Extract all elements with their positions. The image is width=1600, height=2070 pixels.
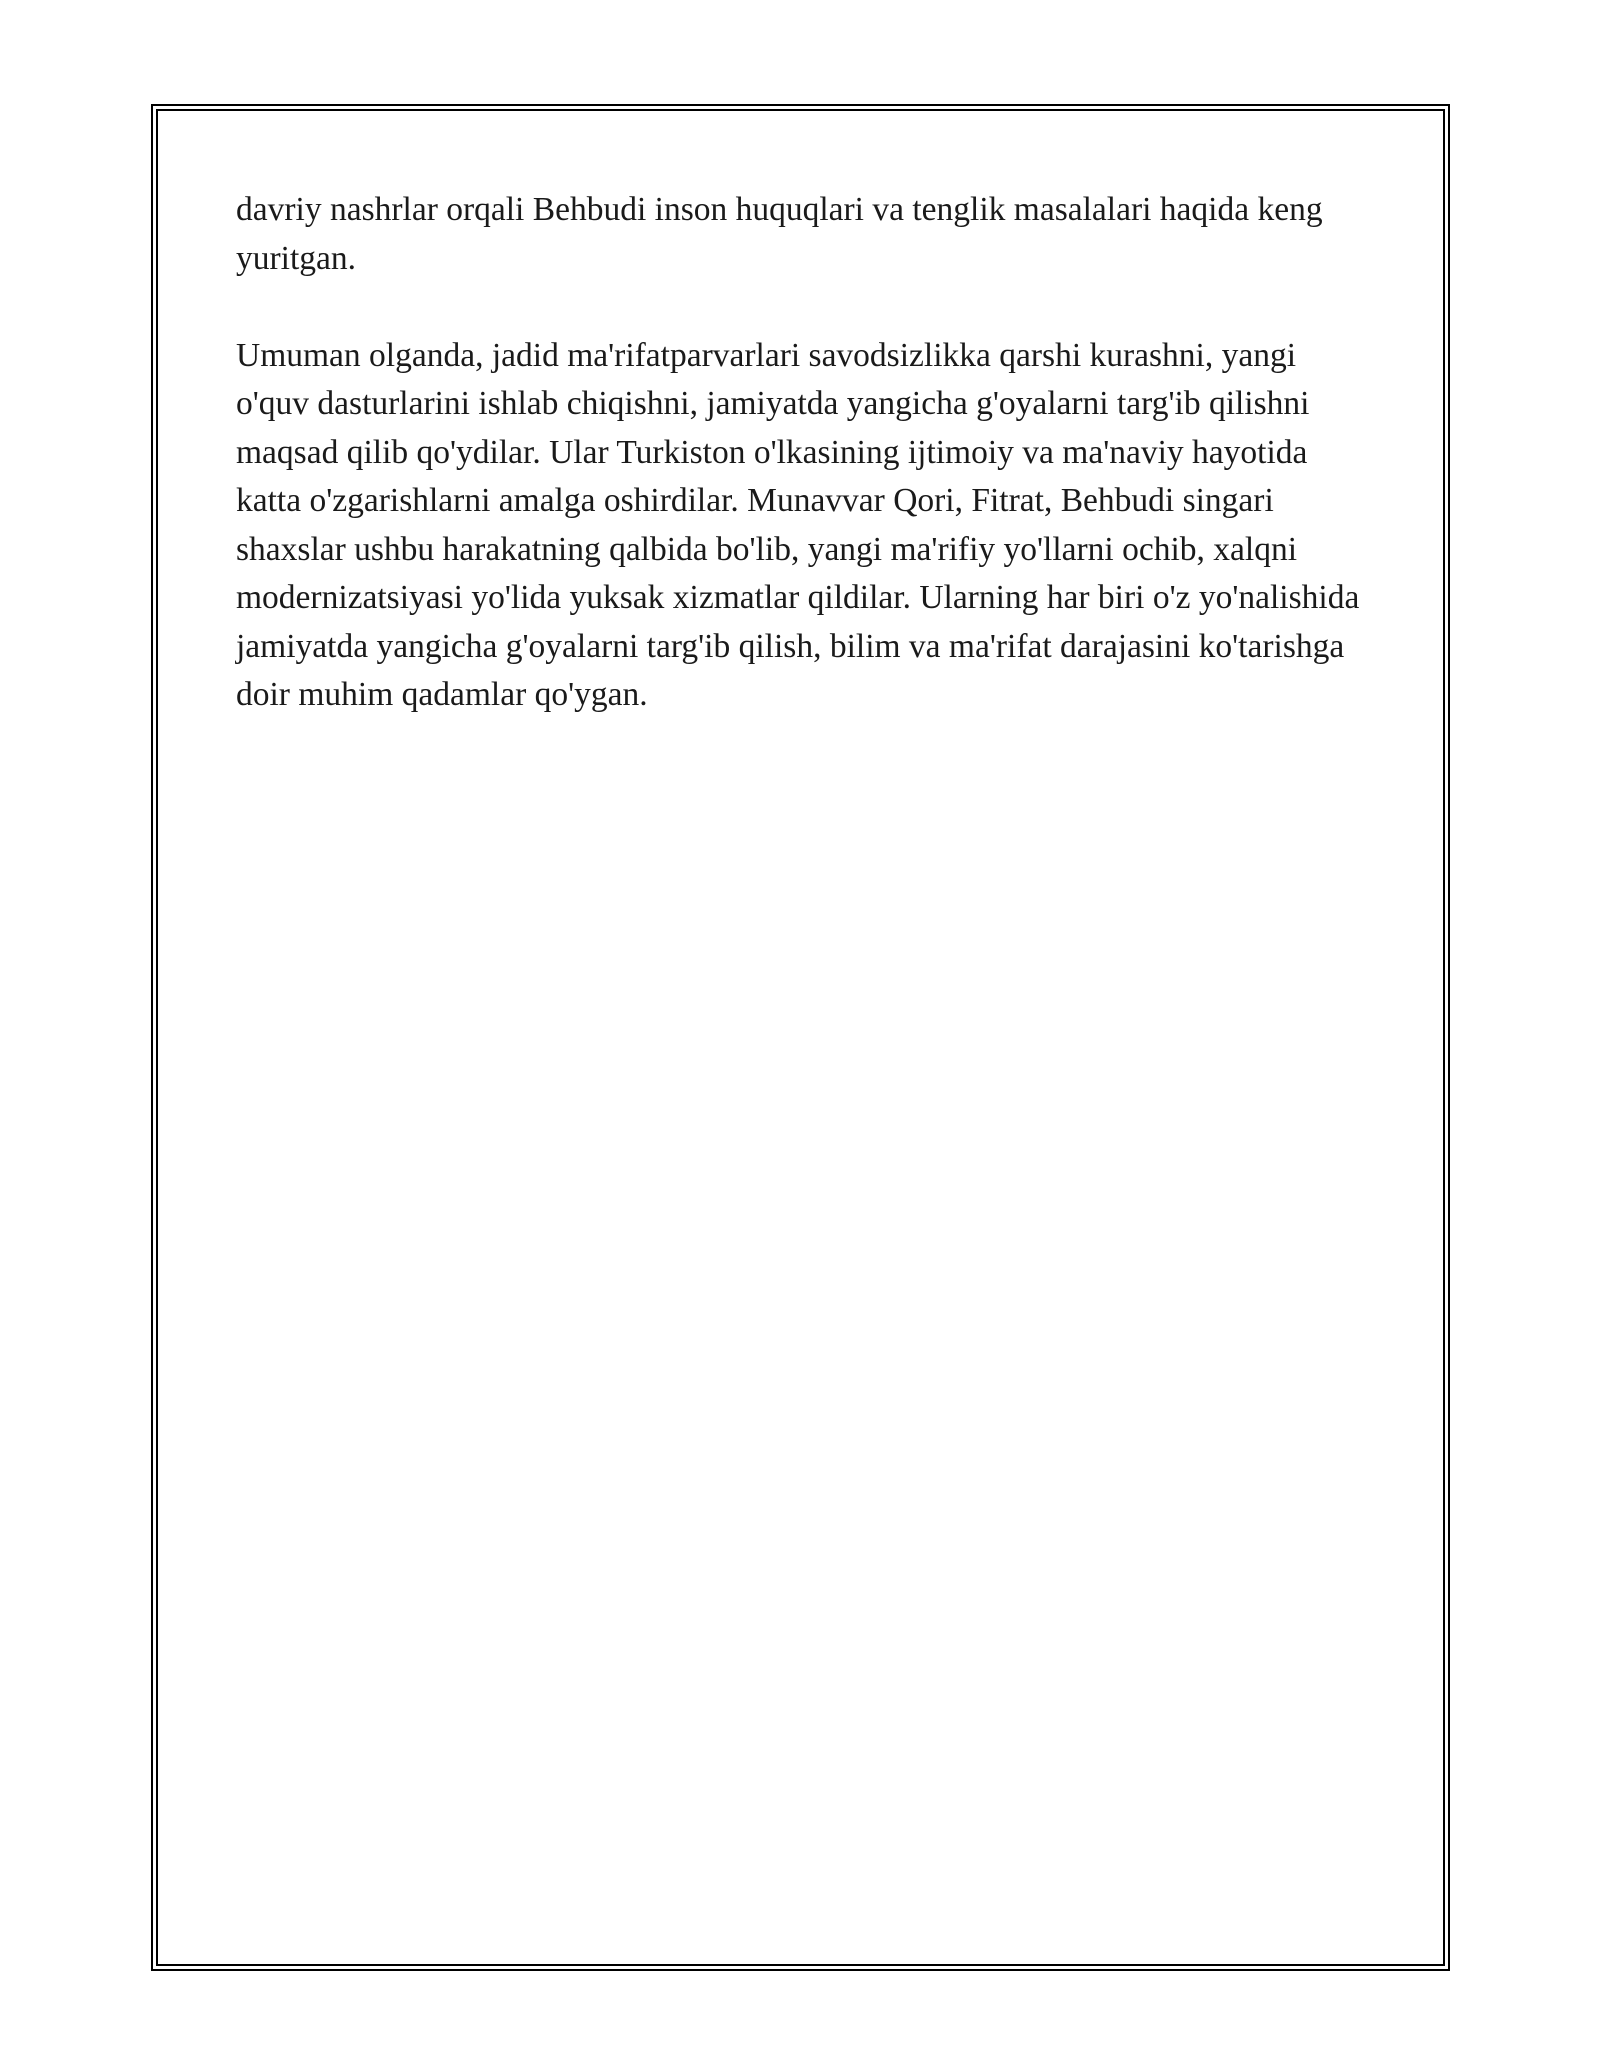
paragraph-2: Umuman olganda, jadid ma'rifatparvarlari savodsizlikka qarshi kurashni, yangi o'quv dasturlarini ishlab chiqishni, jamiyatda yangicha g'oyalarni targ'ib qilishni maqsad qilib qo'ydilar. Ular Turkiston o'lkasining ijtimoiy va ma'naviy hayotida katta o'zgarishlarni amalga oshirdilar. Munavvar Qori, Fitrat, Behbudi singari shaxslar ushbu harakatning qalbida bo'lib, yangi ma'rifiy yo'llarni ochib, xalqni modernizatsiyasi yo'lida yuksak xizmatlar qildilar. Ularning har biri o'z yo'nalishida jamiyatda yangicha g'oyalarni targ'ib qilish, bilim va ma'rifat darajasini ko'tarishga doir muhim qadamlar qo'ygan. (236, 336, 1360, 713)
document-body (236, 186, 1366, 720)
paragraph-1: davriy nashrlar orqali Behbudi inson huquqlari va tenglik masalalari haqida keng yuritgan. (236, 191, 1323, 277)
